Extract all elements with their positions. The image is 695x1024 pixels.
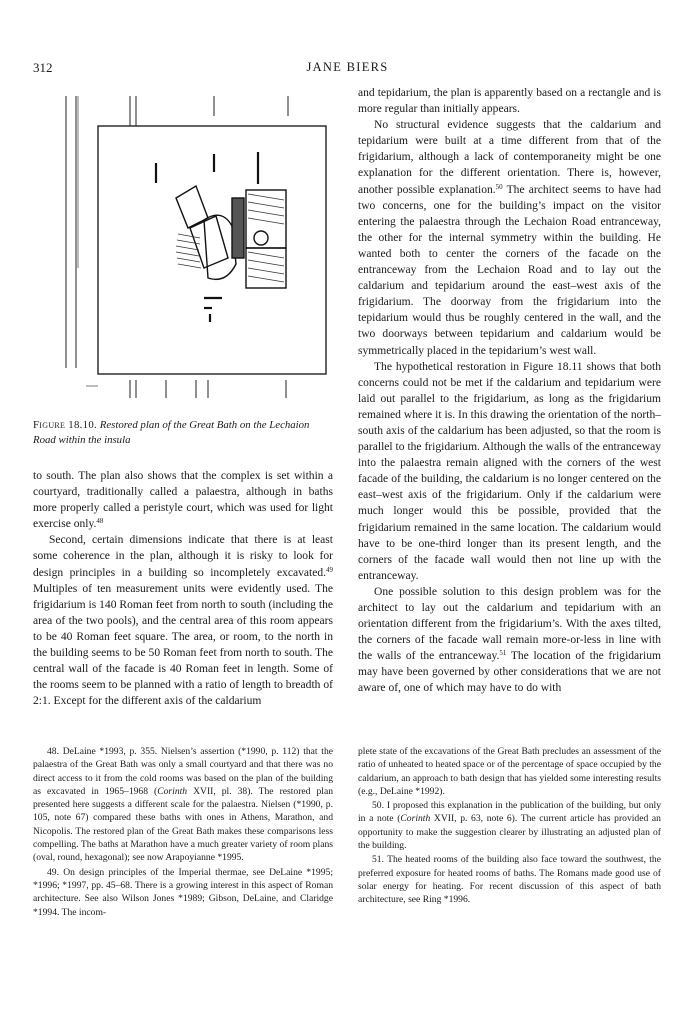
left-column: [33, 468, 333, 709]
footnote-51: 51. The heated rooms of the building also face toward the southwest, the preferred exposure for heated rooms of baths. The Romans made good use of solar energy for heating. For recent discussion of this aspect of bath architecture, see Ring *1996.: [358, 854, 661, 906]
plan-drawing: [36, 88, 332, 406]
note-ref-48: 48: [96, 517, 104, 526]
footnote-50-citation: Corinth: [400, 813, 431, 825]
note-ref-49: 49: [326, 565, 333, 574]
right-paragraph-3: The hypothetical restoration in Figure 18.11 shows that both concerns could not be met if the caldarium and tepidarium were laid out parallel to the frigidarium, as long as the frigidarium remained where it is. In this drawing the orientation of the north–south axis of the caldarium has been adjusted, so that the room is parallel to the frigidarium. Although the walls of the entranceway into the palaestra remain aligned with the corners of the west facade of the building, the caldarium is no longer centered on the east–west axis of the frigidarium. Only if the caldarium were much longer would this be possible, provided that the frigidarium remained in the same location. The caldarium would have to be one-third longer than its present length, and the corners of the facade wall would then not line up with the entranceway.: [358, 360, 661, 582]
figure-label: Figure 18.10.: [33, 419, 98, 431]
figure-plan-drawing: [36, 88, 332, 406]
footnote-48: [33, 745, 333, 865]
note-ref-51: 51: [499, 649, 507, 658]
right-paragraph-2-part-a: No structural evidence suggests that the caldarium and tepidarium were built at a time different from that of the frigidarium, although a lack of contemporaneity might be one explanation for the different orientation. There is, however, another possible explanation.: [358, 119, 661, 196]
page-number: 312: [33, 60, 53, 75]
footnote-50: [358, 799, 661, 852]
right-column: [358, 85, 661, 697]
footnote-49-continued: plete state of the excavations of the Great Bath precludes an assessment of the ratio of unheated to heated space or of the percentage of space occupied by the caldarium, an approach to bath design that has yielded some interesting results (e.g., DeLaine *1992).: [358, 746, 661, 797]
right-paragraph-4-part-b: The location of the frigidarium may have been governed by other considerations that we are not aware of, one of which may have to do with: [358, 650, 661, 695]
left-paragraph-2-part-a: Second, certain dimensions indicate that there is at least some coherence in the plan, although it is risky to look for design principles in a building so incompletely excavated.: [33, 534, 333, 579]
footnote-50-text-b: XVII, p. 63, note 6). The current article has provided an opportunity to make the suggestion clearer by illustrating an adjusted plan of the building.: [358, 813, 661, 852]
right-paragraph-4-part-a: One possible solution to this design problem was for the architect to lay out the caldarium and tepidarium with an orientation different from the frigidarium’s. With the axes tilted, the corners of the facade wall remain more-or-less in line with the walls of the entranceway.: [358, 585, 661, 663]
footnote-50-text-a: 50. I proposed this explanation in the publication of the building, but only in a note (: [358, 800, 661, 825]
footnote-49: 49. On design principles of the Imperial thermae, see DeLaine *1995; *1996; *1997, pp. 45–68. There is a growing interest in this aspect of Roman architecture. See also Wilson Jones *1989; Gibson, DeLaine, and Claridge *1994. The incom-: [33, 866, 333, 918]
note-ref-50: 50: [495, 182, 503, 191]
right-paragraph-1: and tepidarium, the plan is apparently based on a rectangle and is more regular than initially appears.: [358, 87, 661, 116]
footnote-48-text-a: 48. DeLaine *1993, p. 355. Nielsen’s assertion (*1990, p. 112) that the palaestra of the Great Bath was only a small courtyard and that there was no direct access to it from the cold rooms was based on the plan of the building as excavated in 1965–1968 (: [33, 746, 333, 797]
figure-caption: [33, 418, 333, 448]
footnote-48-text-b: XVII, pl. 38). The restored plan presented here suggests a different scale for the palaestra. Nielsen (*1990, p. 105, note 67) compared these baths with ones in Athens, Marathon, and Nicopolis. The restored plan of the Great Bath makes these comparisons less compelling. The baths at Marathon have a much greater variety of room plans (oval, round, hexagonal); see now Arapoyianne *1995.: [33, 785, 333, 864]
figure-caption-text: Restored plan of the Great Bath on the Lechaion Road within the insula: [33, 419, 310, 446]
footnotes-left: [33, 745, 333, 920]
right-paragraph-2-part-b: The architect seems to have had two concerns, one for the building’s impact on the visitor entering the palaestra through the Lechaion Road entranceway, the other for the internal symmetry within the building. He wanted both to center the corners of the facade on the entranceway from the Lechaion Road and to lay out the caldarium and tepidarium around the east–west axis of the frigidarium. The doorway from the frigidarium into the tepidarium would thus be roughly centered in the wall, and the two doorways between tepidarium and caldarium would be symmetrically placed in the tepidarium’s west wall.: [358, 183, 662, 357]
running-head-author: JANE BIERS: [306, 60, 389, 74]
footnotes-right: [358, 745, 661, 908]
left-paragraph-2-part-b: Multiples of ten measurement units were evidently used. The frigidarium is 140 Roman feet from north to south (including the area of the two pools), and the central area of this room appears to be 40 Roman feet square. The area, or room, to the north in the building seems to be 50 Roman feet from north to south. The central wall of the facade is 40 Roman feet in length. Some of the rooms seem to be planned with a ratio of length to breadth of 2:1. Except for the different axis of the caldarium: [33, 582, 333, 708]
left-paragraph-1: to south. The plan also shows that the complex is set within a courtyard, traditionally called a palaestra, although in baths more properly called a peristyle court, which was used for light exercise only.: [33, 470, 333, 531]
footnote-48-citation: Corinth: [157, 785, 188, 797]
